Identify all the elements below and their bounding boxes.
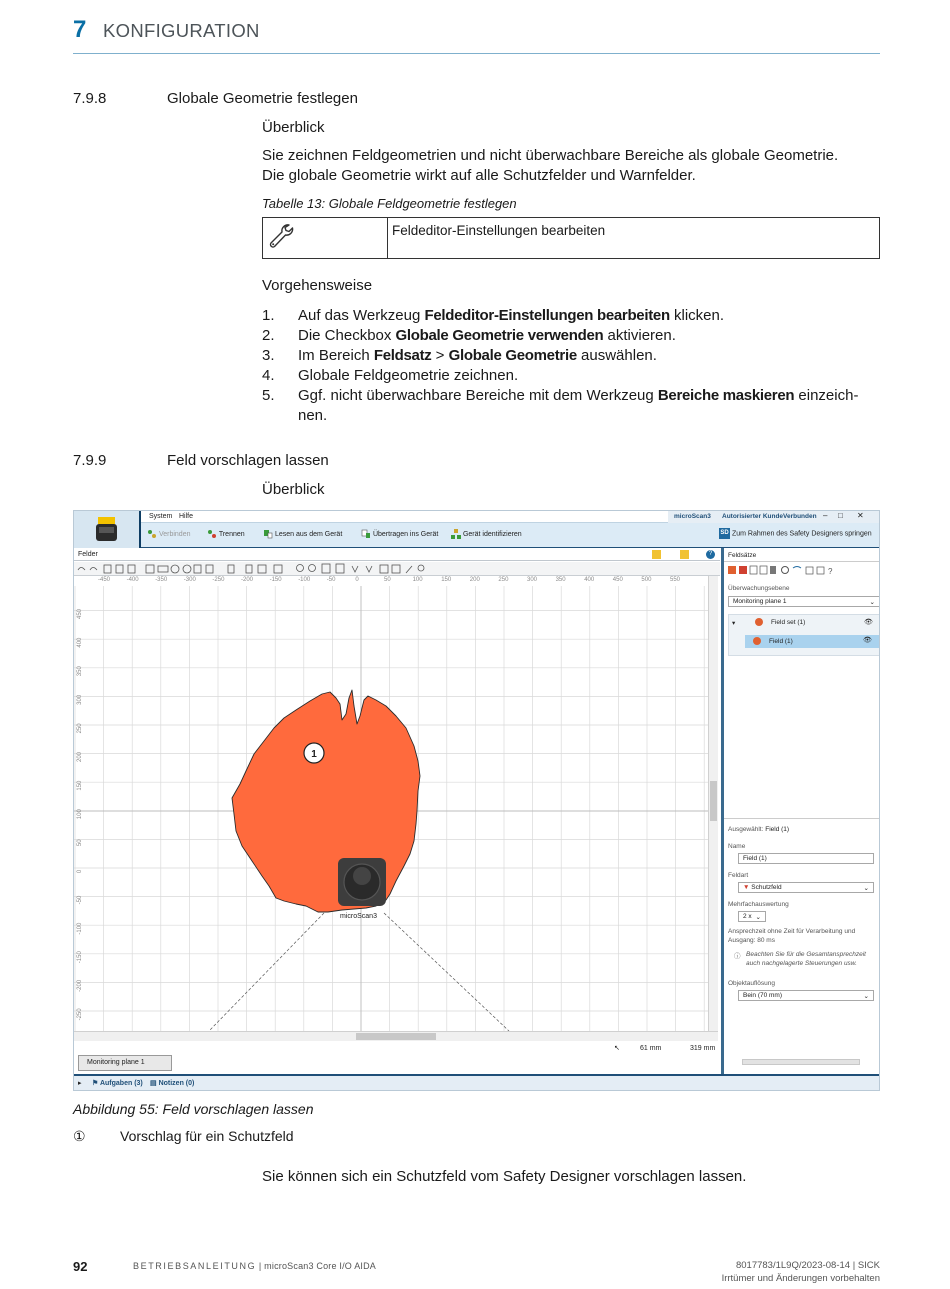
ruler-x-label: 50 (384, 577, 391, 583)
ruler-x-label: -250 (212, 577, 225, 583)
ruler-x-label: 400 (584, 577, 595, 583)
step-text: Die Checkbox Globale Geometrie verwenden aktivieren. (298, 327, 676, 344)
monitoring-plane-select[interactable]: Monitoring plane 1 ⌄ (728, 596, 880, 607)
callout-number: 1 (311, 749, 317, 760)
note-line-2: auch nachgelagerte Steuerungen usw. (746, 960, 857, 967)
step-number: 4. (262, 367, 275, 384)
ruler-y-label: 350 (77, 666, 83, 677)
ruler-y-label: 250 (77, 723, 83, 734)
ruler-y-label: 150 (77, 780, 83, 791)
device-name: microScan3 (674, 513, 711, 520)
fields-tab[interactable]: Felder (78, 551, 98, 558)
divider (724, 561, 880, 562)
response-time-line-1: Ansprechzeit ohne Zeit für Verarbeitung und (728, 928, 856, 935)
footer-disclaimer: Irrtümer und Änderungen vorbehalten (721, 1273, 880, 1284)
response-time-line-2: Ausgang: 80 ms (728, 937, 775, 944)
table-cell-text: Feldeditor-Einstellungen bearbeiten (392, 223, 606, 238)
tree-item-field[interactable] (745, 635, 879, 648)
ruler-x-label: 0 (355, 577, 359, 583)
disconnect-button[interactable]: Trennen (207, 529, 245, 539)
monitoring-plane-tab[interactable]: Monitoring plane 1 (78, 1055, 172, 1071)
transfer-icon (361, 529, 371, 539)
protective-field-icon: ▼ (743, 884, 750, 891)
fields-panel-header (74, 549, 720, 561)
resolution-select[interactable]: Bein (70 mm) ⌄ (738, 990, 874, 1001)
ruler-y-label: 450 (77, 608, 83, 620)
field-name-input[interactable]: Field (1) (738, 853, 874, 864)
ruler-y-label: 200 (77, 751, 83, 763)
device-logo (74, 511, 141, 548)
chevron-down-icon: ⌄ (863, 885, 869, 892)
ruler-x-label: 150 (441, 577, 452, 583)
panel-horizontal-scrollbar[interactable] (742, 1059, 860, 1065)
disconnect-icon (207, 529, 217, 539)
name-label: Name (728, 843, 746, 850)
ruler-y-label: -250 (77, 1008, 83, 1021)
selected-value: Field (1) (765, 826, 790, 833)
overview-line-2: Die globale Geometrie wirkt auf alle Schutzfelder und Warnfelder. (262, 167, 696, 184)
expand-icon[interactable]: ▸ (78, 1080, 82, 1087)
info-icon: ⓘ (734, 953, 741, 960)
field-tree (728, 614, 880, 656)
wrench-icon (267, 222, 295, 255)
connection-status (668, 511, 880, 523)
header-rule (73, 53, 880, 54)
selected-label: Ausgewählt: (728, 826, 764, 833)
procedure-heading: Vorgehensweise (262, 277, 373, 294)
step-text: Globale Feldgeometrie zeichnen. (298, 367, 519, 384)
safety-designer-screenshot (73, 510, 880, 1091)
menu-help[interactable]: Hilfe (179, 513, 194, 520)
ruler-y-label: 300 (77, 694, 83, 705)
ruler-x-label: 350 (555, 577, 566, 583)
field-set-toolbar[interactable] (728, 565, 848, 575)
menu-system[interactable]: System (149, 513, 173, 520)
ruler-x-label: -150 (269, 577, 282, 583)
step-text-continuation: nen. (298, 407, 328, 424)
resolution-label: Objektauflösung (728, 980, 775, 987)
section-title: Feld vorschlagen lassen (167, 452, 329, 469)
plane-label: Überwachungsebene (728, 585, 790, 592)
step-number: 5. (262, 387, 275, 404)
transfer-to-device-button[interactable]: Übertragen ins Gerät (361, 529, 438, 539)
help-icon[interactable]: ? (706, 550, 715, 559)
field-sets-panel (721, 548, 880, 1074)
note-line-1: Beachten Sie für die Gesamtansprechzeit (746, 951, 866, 958)
step-number: 1. (262, 307, 275, 324)
ruler-x-label: 300 (527, 577, 538, 583)
legend-number: ① (73, 1128, 86, 1144)
main-toolbar (141, 523, 880, 548)
jump-to-frame-button[interactable]: SD Zum Rahmen des Safety Designers springen (720, 530, 872, 538)
identify-device-button[interactable]: Gerät identifizieren (451, 529, 522, 539)
ruler-x-label: 450 (612, 577, 623, 583)
ruler-x-label: -450 (98, 577, 111, 583)
note-icon[interactable] (680, 550, 689, 559)
coord-y: 319 mm (690, 1045, 716, 1052)
ruler-x-label: 250 (498, 577, 509, 583)
ruler-x-label: 500 (641, 577, 652, 583)
overview-line-1: Sie zeichnen Feldgeometrien und nicht überwachbare Bereiche als globale Geometrie. (262, 147, 839, 164)
ruler-y-label: -150 (77, 951, 83, 964)
legend-text: Vorschlag für ein Schutzfeld (120, 1128, 294, 1144)
connect-button[interactable]: Verbinden (147, 529, 190, 539)
note-icon[interactable] (652, 550, 661, 559)
fieldset-icon (755, 618, 763, 626)
closing-paragraph: Sie können sich ein Schutzfeld vom Safety Designer vorschlagen lassen. (262, 1168, 747, 1185)
vertical-scrollbar[interactable] (708, 576, 718, 1031)
step-number: 2. (262, 327, 275, 344)
ruler-x-label: -100 (298, 577, 311, 583)
scroll-thumb[interactable] (356, 1033, 436, 1040)
protective-field-proposal[interactable] (232, 690, 420, 912)
safety-designer-icon: SD (719, 528, 730, 539)
step-text: Ggf. nicht überwachbare Bereiche mit dem Werkzeug Bereiche maskieren einzeich- (298, 387, 859, 404)
chapter-title: KONFIGURATION (103, 20, 260, 41)
ruler-y-label: 0 (77, 869, 83, 874)
connection-state: Verbunden (783, 513, 817, 520)
maximize-icon[interactable]: □ (838, 511, 843, 520)
chevron-down-icon: ⌄ (755, 914, 761, 921)
overview-heading: Überblick (262, 481, 325, 498)
ruler-x-label: -50 (326, 577, 336, 583)
overview-heading: Überblick (262, 119, 325, 136)
tool-table (262, 217, 880, 259)
ruler-x-label: -400 (126, 577, 139, 583)
scroll-thumb[interactable] (710, 781, 717, 821)
read-from-device-button[interactable]: Lesen aus dem Gerät (263, 529, 342, 539)
ruler-y-label: 400 (77, 637, 83, 648)
ruler-y-label: -100 (77, 922, 83, 935)
svg-text:?: ? (828, 567, 833, 575)
device-label: microScan3 (340, 913, 377, 920)
step-text: Auf das Werkzeug Feldeditor-Einstellungen bearbeiten klicken. (298, 307, 725, 324)
drawing-tools-icons[interactable] (74, 562, 434, 576)
tree-item-fieldset[interactable]: Field set (1) (771, 619, 806, 626)
table-caption: Tabelle 13: Globale Feldgeometrie festlegen (262, 196, 517, 211)
field-type-select[interactable]: ▼ Schutzfeld ⌄ (738, 882, 874, 893)
ruler-x-label: -200 (241, 577, 254, 583)
ruler-x-label: 550 (670, 577, 681, 583)
eye-icon[interactable]: 👁 (863, 637, 872, 644)
panel-title: Feldsätze (728, 552, 757, 559)
fieldtype-label: Feldart (728, 872, 749, 879)
user-level: Autorisierter Kunde (722, 513, 784, 520)
divider (724, 818, 880, 819)
notes-button[interactable]: ▤ Notizen (0) (150, 1080, 195, 1087)
ruler-x-label: -350 (155, 577, 168, 583)
scanner-device (338, 858, 386, 906)
ruler-y-label: 100 (77, 809, 83, 820)
close-icon[interactable]: ✕ (857, 511, 864, 520)
multisampling-label: Mehrfachauswertung (728, 901, 789, 908)
horizontal-ruler (74, 576, 714, 586)
coordinate-readout (74, 1041, 720, 1055)
figure-caption: Abbildung 55: Feld vorschlagen lassen (73, 1101, 314, 1117)
bottom-task-bar (74, 1074, 880, 1091)
ruler-y-label: -50 (77, 895, 83, 905)
identify-icon (451, 529, 461, 539)
section-number: 7.9.8 (73, 90, 107, 107)
chapter-number: 7 (73, 16, 87, 43)
field-icon (753, 637, 761, 645)
minimize-icon[interactable]: – (823, 511, 828, 520)
multisampling-select[interactable]: 2 x ⌄ (738, 911, 766, 922)
tasks-button[interactable]: ⚑ Aufgaben (3) (92, 1080, 143, 1087)
footer-document-id: 8017783/1L9Q/2023-08-14 | SICK (735, 1260, 880, 1271)
cursor-icon: ↖ (614, 1045, 620, 1052)
connect-icon (147, 529, 157, 539)
ruler-y-label: -200 (77, 979, 83, 992)
page-number: 92 (73, 1259, 88, 1274)
tree-item-field-label: Field (1) (769, 638, 793, 645)
step-text: Im Bereich Feldsatz > Globale Geometrie auswählen. (298, 347, 657, 364)
ruler-x-label: 200 (469, 577, 480, 583)
step-number: 3. (262, 347, 275, 364)
drawing-toolbar (74, 562, 720, 576)
ruler-x-label: 100 (412, 577, 423, 583)
section-number: 7.9.9 (73, 452, 107, 469)
horizontal-scrollbar[interactable] (74, 1031, 718, 1041)
ruler-x-label: -300 (183, 577, 196, 583)
read-icon (263, 529, 273, 539)
table-divider (387, 218, 388, 258)
collapse-icon[interactable]: ▾ (732, 620, 736, 627)
coord-x: 61 mm (640, 1045, 662, 1052)
chevron-down-icon: ⌄ (863, 993, 869, 1000)
ruler-y-label: 50 (77, 839, 83, 847)
callout-marker-1 (304, 743, 324, 763)
footer-document-type: BETRIEBSANLEITUNG | microScan3 Core I/O AIDA (133, 1261, 377, 1271)
eye-icon[interactable]: 👁 (864, 619, 873, 626)
section-title: Globale Geometrie festlegen (167, 90, 358, 107)
field-editor-canvas[interactable] (74, 586, 708, 1031)
chevron-down-icon: ⌄ (869, 599, 875, 606)
